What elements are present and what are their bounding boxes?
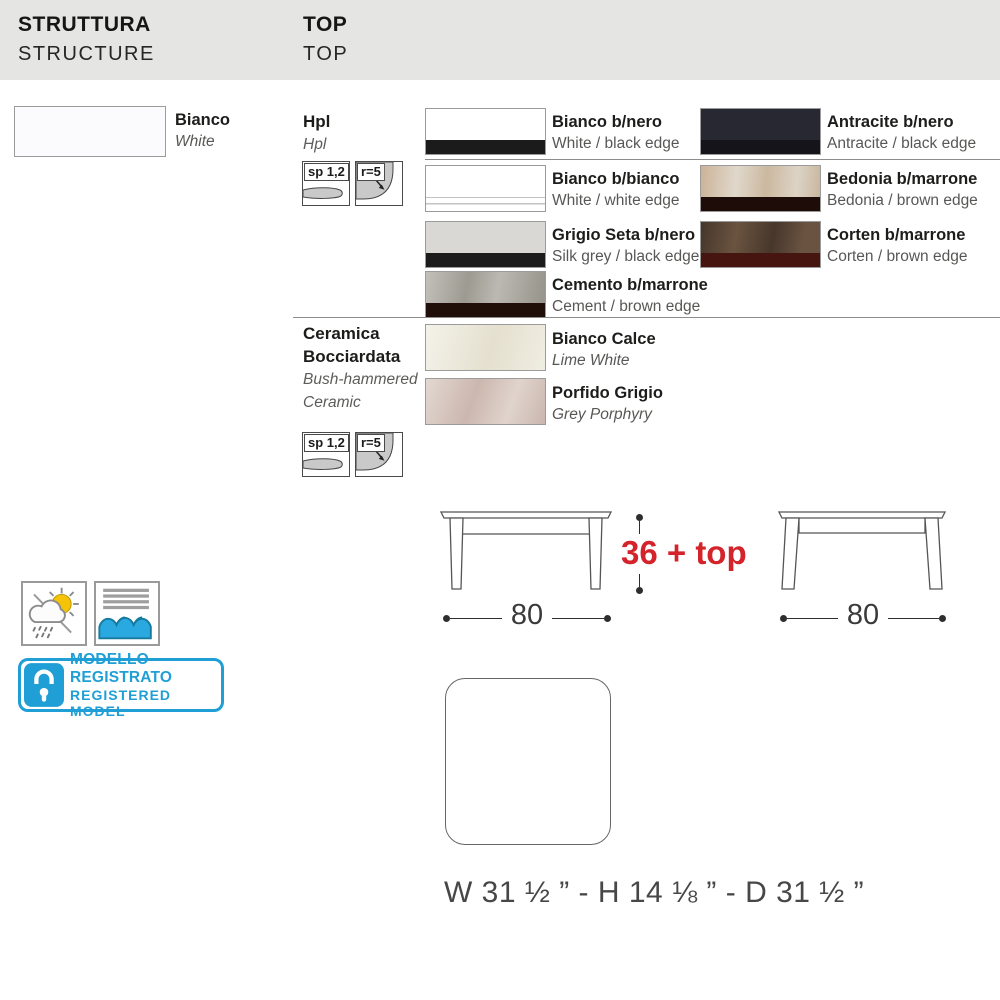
- table-side-drawing: [778, 507, 946, 595]
- side-width-dimension: [780, 599, 946, 632]
- swatch-corten: [700, 221, 821, 268]
- swatch-name: Corten b/marrone: [827, 226, 966, 244]
- thickness-icon: [302, 161, 350, 206]
- dimension-dot: [604, 615, 611, 622]
- swatch-edge: [701, 140, 820, 154]
- registered-model-badge: [18, 651, 224, 719]
- sea-resistance-box: [94, 581, 160, 646]
- swatch-name: Bianco b/nero: [552, 113, 663, 131]
- swatch-main: [701, 222, 820, 253]
- swatch-subtitle: White / white edge: [552, 192, 680, 209]
- swatch-edge: [701, 197, 820, 211]
- badge-line2: REGISTERED MODEL: [70, 686, 172, 719]
- side-width-value: 80: [846, 599, 880, 631]
- ceramic-spec-icons: [302, 432, 403, 477]
- swatch-bianco-calce: [425, 324, 546, 371]
- swatch-subtitle: Lime White: [552, 352, 630, 369]
- slab-profile-icon: [303, 182, 349, 204]
- swatch-name: Bianco Calce: [552, 330, 656, 348]
- top-subtitle: TOP: [303, 43, 349, 65]
- structure-swatch-color: [15, 107, 165, 156]
- thickness-label: sp 1,2: [304, 434, 349, 452]
- structure-title: STRUTTURA: [18, 13, 151, 36]
- swatch-edge: [426, 140, 545, 154]
- swatch-main: [701, 109, 820, 140]
- swatch-main: [426, 379, 545, 424]
- radius-icon: [355, 432, 403, 477]
- front-width-dimension: [443, 599, 611, 632]
- swatch-main: [426, 109, 545, 140]
- structure-swatch: [14, 106, 166, 157]
- ceramic-title: Ceramica Bocciardata: [303, 324, 401, 366]
- swatch-subtitle: Antracite / black edge: [827, 135, 977, 152]
- row-divider: [425, 159, 1000, 160]
- swatch-grigio-seta: [425, 221, 546, 268]
- hpl-subtitle: Hpl: [303, 136, 327, 153]
- swatch-edge: [426, 253, 545, 267]
- dimension-dot: [636, 514, 643, 521]
- dimension-line: [450, 618, 502, 619]
- swatch-name: Porfido Grigio: [552, 384, 663, 402]
- swatch-name: Antracite b/nero: [827, 113, 954, 131]
- swatch-edge: [426, 197, 545, 211]
- swatch-bianco-bianco: [425, 165, 546, 212]
- radius-label: r=5: [357, 163, 385, 181]
- swatch-main: [701, 166, 820, 197]
- swatch-cemento: [425, 271, 546, 318]
- swatch-bedonia: [700, 165, 821, 212]
- section-divider: [293, 317, 1000, 318]
- height-label: 36 + top: [621, 534, 747, 571]
- swatch-subtitle: Bedonia / brown edge: [827, 192, 978, 209]
- lock-icon: [24, 663, 64, 707]
- dimension-dot: [939, 615, 946, 622]
- dimension-line: [888, 618, 939, 619]
- structure-material-subtitle: White: [175, 133, 215, 150]
- header-bar: [0, 0, 1000, 80]
- swatch-edge: [701, 253, 820, 267]
- swatch-name: Grigio Seta b/nero: [552, 226, 696, 244]
- swatch-label: [552, 330, 727, 370]
- swatch-main: [426, 272, 545, 303]
- ceramic-subtitle: Bush-hammered Ceramic: [303, 371, 418, 411]
- thickness-label: sp 1,2: [304, 163, 349, 181]
- hpl-title: Hpl: [303, 112, 331, 131]
- front-width-value: 80: [510, 599, 544, 631]
- swatch-porfido-grigio: [425, 378, 546, 425]
- sea-waves-icon: [96, 583, 158, 644]
- swatch-antracite: [700, 108, 821, 155]
- badge-text: [70, 651, 221, 719]
- swatch-edge: [426, 303, 545, 317]
- dimension-line: [787, 618, 838, 619]
- structure-material-name: Bianco: [175, 111, 231, 129]
- swatch-label: [827, 226, 1000, 266]
- swatch-bianco-nero: [425, 108, 546, 155]
- swatch-main: [426, 222, 545, 253]
- swatch-subtitle: Silk grey / black edge: [552, 248, 700, 265]
- swatch-subtitle: Cement / brown edge: [552, 298, 701, 315]
- swatch-label: [827, 170, 1000, 210]
- dimension-dot: [636, 587, 643, 594]
- swatch-label: [827, 113, 1000, 153]
- swatch-label: [552, 276, 727, 316]
- slab-profile-icon: [303, 453, 349, 475]
- badge-line1: MODELLO REGISTRATO: [70, 651, 173, 686]
- swatch-subtitle: Grey Porphyry: [552, 406, 652, 423]
- table-top-view-drawing: [445, 678, 611, 845]
- outdoor-weather-box: [21, 581, 87, 646]
- dimension-line: [552, 618, 604, 619]
- swatch-name: Bianco b/bianco: [552, 170, 680, 188]
- hpl-spec-icons: [302, 161, 403, 206]
- imperial-dimensions: W 31 ½ ” - H 14 ⅛ ” - D 31 ½ ”: [444, 876, 865, 909]
- swatch-name: Cemento b/marrone: [552, 276, 708, 294]
- swatch-subtitle: White / black edge: [552, 135, 680, 152]
- swatch-main: [426, 325, 545, 370]
- dimension-line: [639, 521, 640, 534]
- table-front-drawing: [440, 507, 612, 595]
- thickness-icon: [302, 432, 350, 477]
- sun-rain-icon: [23, 583, 85, 644]
- structure-subtitle: STRUCTURE: [18, 43, 155, 65]
- radius-label: r=5: [357, 434, 385, 452]
- dimension-line: [639, 574, 640, 587]
- swatch-name: Bedonia b/marrone: [827, 170, 978, 188]
- swatch-subtitle: Corten / brown edge: [827, 248, 968, 265]
- top-title: TOP: [303, 13, 348, 36]
- dimension-dot: [780, 615, 787, 622]
- swatch-label: [552, 384, 727, 424]
- radius-icon: [355, 161, 403, 206]
- dimension-dot: [443, 615, 450, 622]
- swatch-main: [426, 166, 545, 197]
